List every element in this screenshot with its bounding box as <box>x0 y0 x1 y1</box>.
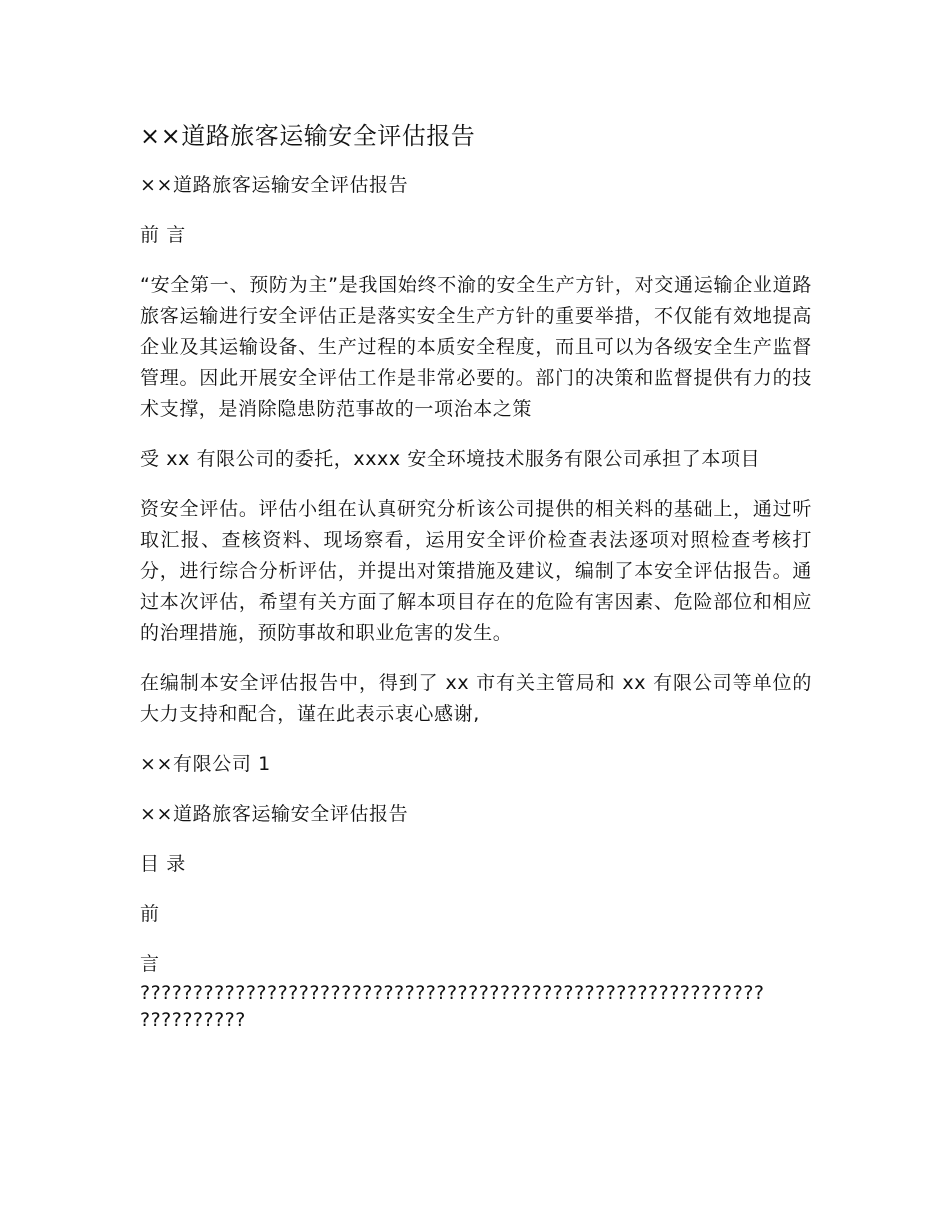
preface-paragraph-4: 在编制本安全评估报告中，得到了 xx 市有关主管局和 xx 有限公司等单位的大力支持和配合，谨在此表示衷心感谢, <box>140 672 812 725</box>
toc-heading: 目 录 <box>140 853 186 875</box>
toc-item-preface-2: 言 <box>140 953 160 975</box>
document-subtitle: ××道路旅客运输安全评估报告 <box>140 174 409 196</box>
preface-paragraph-2: 受 xx 有限公司的委托，xxxx 安全环境技术服务有限公司承担了本项目 <box>140 448 761 470</box>
running-header: ××道路旅客运输安全评估报告 <box>140 803 409 825</box>
document-title: ××道路旅客运输安全评估报告 <box>140 122 476 150</box>
preface-heading: 前 言 <box>140 224 186 246</box>
document-page <box>140 118 812 1034</box>
toc-filler-line-2: ?????????? <box>140 1009 246 1031</box>
preface-paragraph-3: 资安全评估。评估小组在认真研究分析该公司提供的相关料的基础上，通过听取汇报、查核资料、现场察看，运用安全评价检查表法逐项对照检查考核打分，进行综合分析评估，并提出对策措施及建议，编制了本安全评估报告。通过本次评估，希望有关方面了解本项目存在的危险有害因素、危险部位和相应的治理措施，预防事故和职业危害的发生。 <box>140 498 812 644</box>
toc-item-preface-1: 前 <box>140 903 160 925</box>
signature-line: ××有限公司 1 <box>140 753 271 775</box>
preface-paragraph-1: “安全第一、预防为主”是我国始终不渝的安全生产方针，对交通运输企业道路旅客运输进行安全评估正是落实安全生产方针的重要举措，不仅能有效地提高企业及其运输设备、生产过程的本质安全程度，而且可以为各级安全生产监督管理。因此开展安全评估工作是非常必要的。部门的决策和监督提供有力的技术支撑，是消除隐患防范事故的一项治本之策 <box>140 274 812 420</box>
toc-filler-line-1: ??????????????????????????????????????????????????????????? <box>140 982 765 1004</box>
